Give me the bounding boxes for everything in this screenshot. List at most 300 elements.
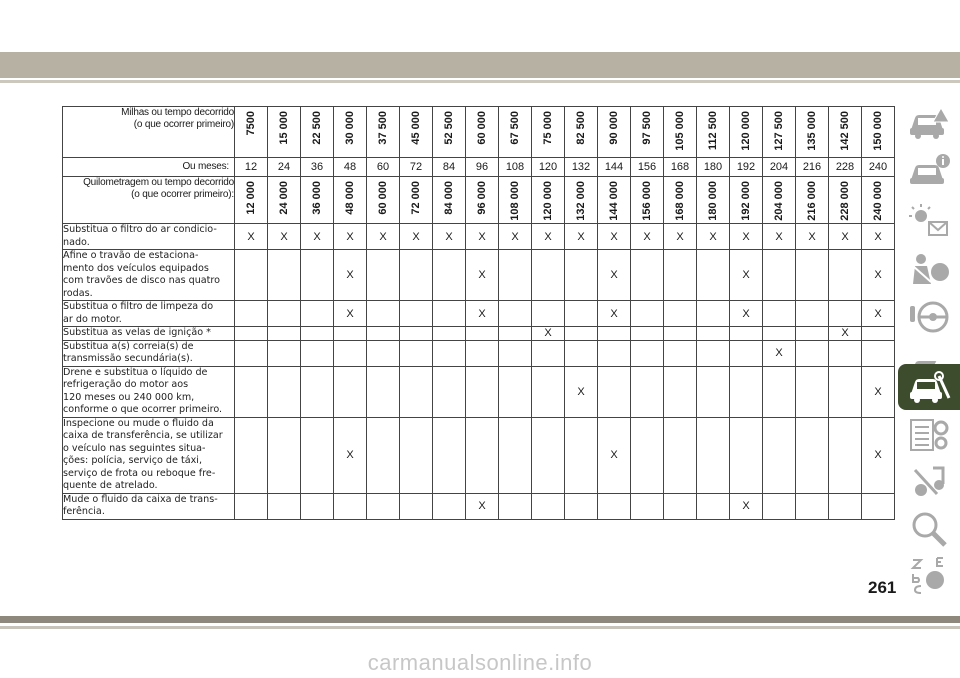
service-mark: X xyxy=(445,230,453,243)
miles-value: 142 500 xyxy=(839,111,851,151)
schedule-cell xyxy=(664,493,697,519)
km-header-cell xyxy=(862,177,895,224)
schedule-cell xyxy=(565,250,598,301)
schedule-cell xyxy=(730,366,763,417)
alphabet-index-icon xyxy=(907,556,951,594)
service-mark: X xyxy=(346,230,354,243)
schedule-cell xyxy=(499,493,532,519)
settings-list-icon xyxy=(907,416,951,454)
months-header-row xyxy=(63,158,895,177)
task-line: ferência. xyxy=(63,506,105,517)
miles-header-cell xyxy=(730,107,763,158)
service-mark: X xyxy=(511,230,519,243)
schedule-cell xyxy=(730,224,763,250)
schedule-cell xyxy=(334,340,367,366)
miles-header-cell xyxy=(466,107,499,158)
service-mark: X xyxy=(874,307,882,320)
schedule-cell xyxy=(466,366,499,417)
service-mark: X xyxy=(577,385,585,398)
schedule-cell xyxy=(466,340,499,366)
service-mark: X xyxy=(280,230,288,243)
schedule-cell xyxy=(862,224,895,250)
schedule-cell xyxy=(466,301,499,327)
schedule-cell xyxy=(235,224,268,250)
magnifier-icon xyxy=(907,510,951,548)
miles-value: 135 000 xyxy=(806,111,818,151)
km-value: 156 000 xyxy=(641,181,653,221)
schedule-cell xyxy=(796,493,829,519)
schedule-cell xyxy=(268,327,301,341)
months-header-cell: 240 xyxy=(862,158,895,177)
task-description xyxy=(63,224,235,250)
service-mark: X xyxy=(544,327,552,340)
schedule-cell xyxy=(763,340,796,366)
km-header-cell xyxy=(631,177,664,224)
task-line: ções: polícia, serviço de táxi, xyxy=(63,455,202,466)
schedule-cell xyxy=(565,301,598,327)
task-line: Mude o fluido da caixa de trans- xyxy=(63,493,218,505)
schedule-cell xyxy=(301,301,334,327)
schedule-cell xyxy=(664,366,697,417)
schedule-cell xyxy=(862,250,895,301)
steering-wheel-icon xyxy=(907,298,951,336)
bottom-band xyxy=(0,616,960,623)
schedule-cell xyxy=(532,493,565,519)
schedule-cell xyxy=(598,301,631,327)
km-value: 12 000 xyxy=(245,181,257,215)
service-mark: X xyxy=(346,269,354,281)
schedule-cell xyxy=(334,250,367,301)
km-header-cell xyxy=(730,177,763,224)
schedule-cell xyxy=(499,417,532,493)
schedule-cell xyxy=(565,340,598,366)
task-description xyxy=(63,327,235,341)
schedule-cell xyxy=(367,340,400,366)
miles-header-cell xyxy=(829,107,862,158)
miles-value: 112 500 xyxy=(707,111,719,151)
schedule-cell xyxy=(631,366,664,417)
km-value: 180 000 xyxy=(707,181,719,221)
months-header-cell: 156 xyxy=(631,158,664,177)
km-value: 132 000 xyxy=(575,181,587,221)
car-warning-icon xyxy=(907,104,951,142)
schedule-cell xyxy=(598,366,631,417)
schedule-cell xyxy=(862,417,895,493)
schedule-cell xyxy=(334,327,367,341)
schedule-cell xyxy=(466,250,499,301)
schedule-cell xyxy=(433,493,466,519)
schedule-cell xyxy=(400,493,433,519)
service-mark: X xyxy=(379,230,387,243)
task-line: mento dos veículos equipados xyxy=(63,262,209,274)
task-line: transmissão secundária(s). xyxy=(63,353,193,364)
schedule-cell xyxy=(631,327,664,341)
miles-label-line-2: (o que ocorrer primeiro) xyxy=(133,119,234,130)
schedule-cell xyxy=(730,340,763,366)
miles-value: 67 500 xyxy=(509,111,521,145)
schedule-cell xyxy=(400,366,433,417)
schedule-cell xyxy=(598,417,631,493)
schedule-cell xyxy=(763,224,796,250)
service-mark: X xyxy=(841,327,849,340)
service-mark: X xyxy=(544,230,552,243)
schedule-cell xyxy=(763,327,796,341)
schedule-cell xyxy=(367,250,400,301)
service-mark: X xyxy=(676,230,684,243)
km-value: 96 000 xyxy=(476,181,488,215)
km-header-cell xyxy=(367,177,400,224)
service-mark: X xyxy=(412,230,420,243)
miles-value: 105 000 xyxy=(674,111,686,151)
task-line: serviço de frota ou reboque fre- xyxy=(63,467,216,479)
tab-search[interactable] xyxy=(898,504,960,554)
schedule-cell xyxy=(334,301,367,327)
miles-value: 22 500 xyxy=(311,111,323,145)
schedule-cell xyxy=(433,366,466,417)
tab-car-info[interactable] xyxy=(898,146,960,196)
schedule-cell xyxy=(730,301,763,327)
km-label-line-2: (o que ocorrer primeiro): xyxy=(131,189,234,200)
km-header-cell xyxy=(235,177,268,224)
schedule-cell xyxy=(532,417,565,493)
schedule-cell xyxy=(862,340,895,366)
airbag-seatbelt-icon xyxy=(907,250,951,288)
schedule-cell xyxy=(829,417,862,493)
service-mark: X xyxy=(874,269,882,281)
schedule-cell xyxy=(301,366,334,417)
top-band xyxy=(0,52,960,78)
schedule-cell xyxy=(565,417,598,493)
tab-car-wrench[interactable] xyxy=(898,364,960,410)
km-value: 144 000 xyxy=(608,181,620,221)
schedule-cell xyxy=(235,417,268,493)
miles-value: 60 000 xyxy=(476,111,488,145)
schedule-cell xyxy=(796,366,829,417)
watermark: carmanualsonline.info xyxy=(367,650,593,675)
km-header-label xyxy=(63,177,235,224)
tab-music-navigation[interactable] xyxy=(898,458,960,508)
service-mark: X xyxy=(247,230,255,243)
schedule-cell xyxy=(730,327,763,341)
miles-header-cell xyxy=(499,107,532,158)
music-navigation-icon xyxy=(907,464,951,502)
months-header-cell: 144 xyxy=(598,158,631,177)
table-row xyxy=(63,417,895,493)
miles-header-cell xyxy=(598,107,631,158)
schedule-cell xyxy=(235,301,268,327)
task-line: caixa de transferência, se utilizar xyxy=(63,430,223,441)
service-mark: X xyxy=(874,230,882,243)
miles-value: 75 000 xyxy=(542,111,554,145)
schedule-cell xyxy=(796,224,829,250)
schedule-cell xyxy=(466,224,499,250)
service-mark: X xyxy=(874,449,882,461)
months-header-cell: 228 xyxy=(829,158,862,177)
schedule-cell xyxy=(664,224,697,250)
miles-header-cell xyxy=(862,107,895,158)
km-value: 24 000 xyxy=(278,181,290,215)
schedule-cell xyxy=(730,493,763,519)
service-mark: X xyxy=(478,269,486,281)
service-mark: X xyxy=(577,230,585,243)
schedule-cell xyxy=(268,301,301,327)
schedule-cell xyxy=(697,366,730,417)
schedule-cell xyxy=(829,366,862,417)
service-mark: X xyxy=(478,500,486,512)
schedule-cell xyxy=(235,366,268,417)
schedule-cell xyxy=(631,224,664,250)
schedule-cell xyxy=(433,250,466,301)
miles-header-cell xyxy=(532,107,565,158)
schedule-cell xyxy=(796,327,829,341)
miles-header-cell xyxy=(664,107,697,158)
km-value: 48 000 xyxy=(344,181,356,215)
schedule-cell xyxy=(796,340,829,366)
schedule-cell xyxy=(532,224,565,250)
schedule-cell xyxy=(631,493,664,519)
schedule-cell xyxy=(730,250,763,301)
table-row xyxy=(63,340,895,366)
months-header-cell: 192 xyxy=(730,158,763,177)
task-description xyxy=(63,250,235,301)
schedule-cell xyxy=(829,224,862,250)
km-header-cell xyxy=(499,177,532,224)
table-row xyxy=(63,366,895,417)
schedule-cell xyxy=(433,340,466,366)
task-description xyxy=(63,493,235,519)
miles-header-cell xyxy=(697,107,730,158)
miles-value: 37 500 xyxy=(377,111,389,145)
km-value: 168 000 xyxy=(674,181,686,221)
months-header-cell: 72 xyxy=(400,158,433,177)
task-line: Substitua as velas de ignição * xyxy=(63,327,211,338)
miles-value: 45 000 xyxy=(410,111,422,145)
service-mark: X xyxy=(346,307,354,320)
schedule-cell xyxy=(433,301,466,327)
miles-value: 82 500 xyxy=(575,111,587,145)
schedule-cell xyxy=(565,224,598,250)
schedule-cell xyxy=(334,366,367,417)
schedule-cell xyxy=(235,327,268,341)
km-value: 120 000 xyxy=(542,181,554,221)
service-mark: X xyxy=(610,449,618,461)
schedule-cell xyxy=(598,250,631,301)
km-header-cell xyxy=(829,177,862,224)
schedule-cell xyxy=(499,224,532,250)
schedule-cell xyxy=(367,301,400,327)
schedule-cell xyxy=(400,250,433,301)
dashboard-lights-icon xyxy=(907,202,951,240)
schedule-cell xyxy=(400,224,433,250)
schedule-cell xyxy=(301,340,334,366)
km-header-cell xyxy=(763,177,796,224)
months-header-cell: 132 xyxy=(565,158,598,177)
miles-header-cell xyxy=(301,107,334,158)
schedule-cell xyxy=(862,327,895,341)
schedule-cell xyxy=(763,250,796,301)
miles-header-cell xyxy=(631,107,664,158)
schedule-cell xyxy=(400,301,433,327)
km-header-cell xyxy=(466,177,499,224)
tab-steering-wheel[interactable] xyxy=(898,292,960,342)
schedule-cell xyxy=(565,493,598,519)
task-line: quente de atrelado. xyxy=(63,480,158,491)
schedule-cell xyxy=(532,340,565,366)
task-line: ar do motor. xyxy=(63,313,122,325)
schedule-cell xyxy=(532,250,565,301)
service-mark: X xyxy=(478,230,486,243)
miles-value: 120 000 xyxy=(740,111,752,151)
table-row xyxy=(63,250,895,301)
schedule-cell xyxy=(433,327,466,341)
km-value: 36 000 xyxy=(311,181,323,215)
schedule-cell xyxy=(235,340,268,366)
miles-value: 30 000 xyxy=(344,111,356,145)
schedule-cell xyxy=(400,417,433,493)
service-mark: X xyxy=(874,385,882,398)
service-mark: X xyxy=(841,230,849,243)
months-header-cell: 12 xyxy=(235,158,268,177)
km-header-cell xyxy=(532,177,565,224)
schedule-cell xyxy=(631,301,664,327)
schedule-cell xyxy=(829,250,862,301)
schedule-cell xyxy=(499,340,532,366)
service-mark: X xyxy=(610,307,618,320)
schedule-cell xyxy=(466,327,499,341)
car-wrench-icon xyxy=(907,368,951,406)
km-value: 192 000 xyxy=(740,181,752,221)
schedule-cell xyxy=(664,327,697,341)
schedule-cell xyxy=(664,417,697,493)
schedule-cell xyxy=(301,224,334,250)
months-header-cell: 96 xyxy=(466,158,499,177)
schedule-cell xyxy=(301,493,334,519)
miles-label-line-1: Milhas ou tempo decorrido xyxy=(121,107,234,118)
schedule-cell xyxy=(829,493,862,519)
km-header-cell xyxy=(598,177,631,224)
tab-settings-list[interactable] xyxy=(898,410,960,460)
schedule-cell xyxy=(598,493,631,519)
months-header-cell: 48 xyxy=(334,158,367,177)
schedule-cell xyxy=(268,366,301,417)
tab-airbag-seatbelt[interactable] xyxy=(898,244,960,294)
schedule-cell xyxy=(697,493,730,519)
schedule-cell xyxy=(697,327,730,341)
schedule-cell xyxy=(598,340,631,366)
schedule-cell xyxy=(664,340,697,366)
schedule-cell xyxy=(400,340,433,366)
schedule-cell xyxy=(631,250,664,301)
service-mark: X xyxy=(643,230,651,243)
km-header-cell xyxy=(697,177,730,224)
schedule-cell xyxy=(664,250,697,301)
schedule-cell xyxy=(433,417,466,493)
schedule-cell xyxy=(301,250,334,301)
schedule-cell xyxy=(796,301,829,327)
miles-value: 97 500 xyxy=(641,111,653,145)
schedule-cell xyxy=(697,301,730,327)
miles-value: 150 000 xyxy=(872,111,884,151)
schedule-cell xyxy=(763,417,796,493)
miles-header-cell xyxy=(268,107,301,158)
months-header-cell: 216 xyxy=(796,158,829,177)
page-number: 261 xyxy=(868,578,897,597)
schedule-cell xyxy=(268,340,301,366)
service-mark: X xyxy=(610,269,618,281)
schedule-cell xyxy=(697,224,730,250)
km-header-cell xyxy=(433,177,466,224)
months-header-cell: 108 xyxy=(499,158,532,177)
schedule-cell xyxy=(466,493,499,519)
service-mark: X xyxy=(742,307,750,320)
tab-car-warning[interactable] xyxy=(898,98,960,148)
km-header-cell xyxy=(268,177,301,224)
schedule-cell xyxy=(631,417,664,493)
schedule-cell xyxy=(598,327,631,341)
service-mark: X xyxy=(742,500,750,512)
table-row xyxy=(63,224,895,250)
km-value: 60 000 xyxy=(377,181,389,215)
months-header-cell: 180 xyxy=(697,158,730,177)
schedule-cell xyxy=(862,366,895,417)
km-header-cell xyxy=(664,177,697,224)
task-line: rodas. xyxy=(63,287,93,299)
km-header-cell xyxy=(301,177,334,224)
miles-header-cell xyxy=(235,107,268,158)
km-label-line-1: Quilometragem ou tempo decorrido xyxy=(83,177,234,188)
months-header-label: Ou meses: xyxy=(63,158,235,177)
schedule-cell xyxy=(565,327,598,341)
schedule-cell xyxy=(763,366,796,417)
schedule-cell xyxy=(796,417,829,493)
schedule-cell xyxy=(235,493,268,519)
miles-header-cell xyxy=(367,107,400,158)
miles-value: 127 500 xyxy=(773,111,785,151)
tab-dashboard-lights[interactable] xyxy=(898,196,960,246)
service-mark: X xyxy=(709,230,717,243)
schedule-cell xyxy=(499,327,532,341)
schedule-cell xyxy=(697,250,730,301)
schedule-cell xyxy=(235,250,268,301)
service-mark: X xyxy=(742,269,750,281)
km-value: 228 000 xyxy=(839,181,851,221)
task-line: o veículo nas seguintes situa- xyxy=(63,442,206,454)
km-header-cell xyxy=(400,177,433,224)
table-row xyxy=(63,301,895,327)
months-header-cell: 84 xyxy=(433,158,466,177)
km-value: 108 000 xyxy=(509,181,521,221)
schedule-cell xyxy=(268,224,301,250)
schedule-cell xyxy=(862,493,895,519)
service-mark: X xyxy=(346,449,354,461)
table-row xyxy=(63,327,895,341)
schedule-cell xyxy=(664,301,697,327)
service-mark: X xyxy=(742,230,750,243)
km-header-cell xyxy=(334,177,367,224)
schedule-cell xyxy=(697,417,730,493)
task-line: nado. xyxy=(63,236,90,248)
schedule-cell xyxy=(367,327,400,341)
schedule-cell xyxy=(400,327,433,341)
schedule-cell xyxy=(532,327,565,341)
months-header-cell: 24 xyxy=(268,158,301,177)
schedule-cell xyxy=(499,250,532,301)
schedule-cell xyxy=(268,493,301,519)
miles-header-label xyxy=(63,107,235,158)
miles-header-cell xyxy=(400,107,433,158)
schedule-cell xyxy=(829,301,862,327)
task-description xyxy=(63,340,235,366)
